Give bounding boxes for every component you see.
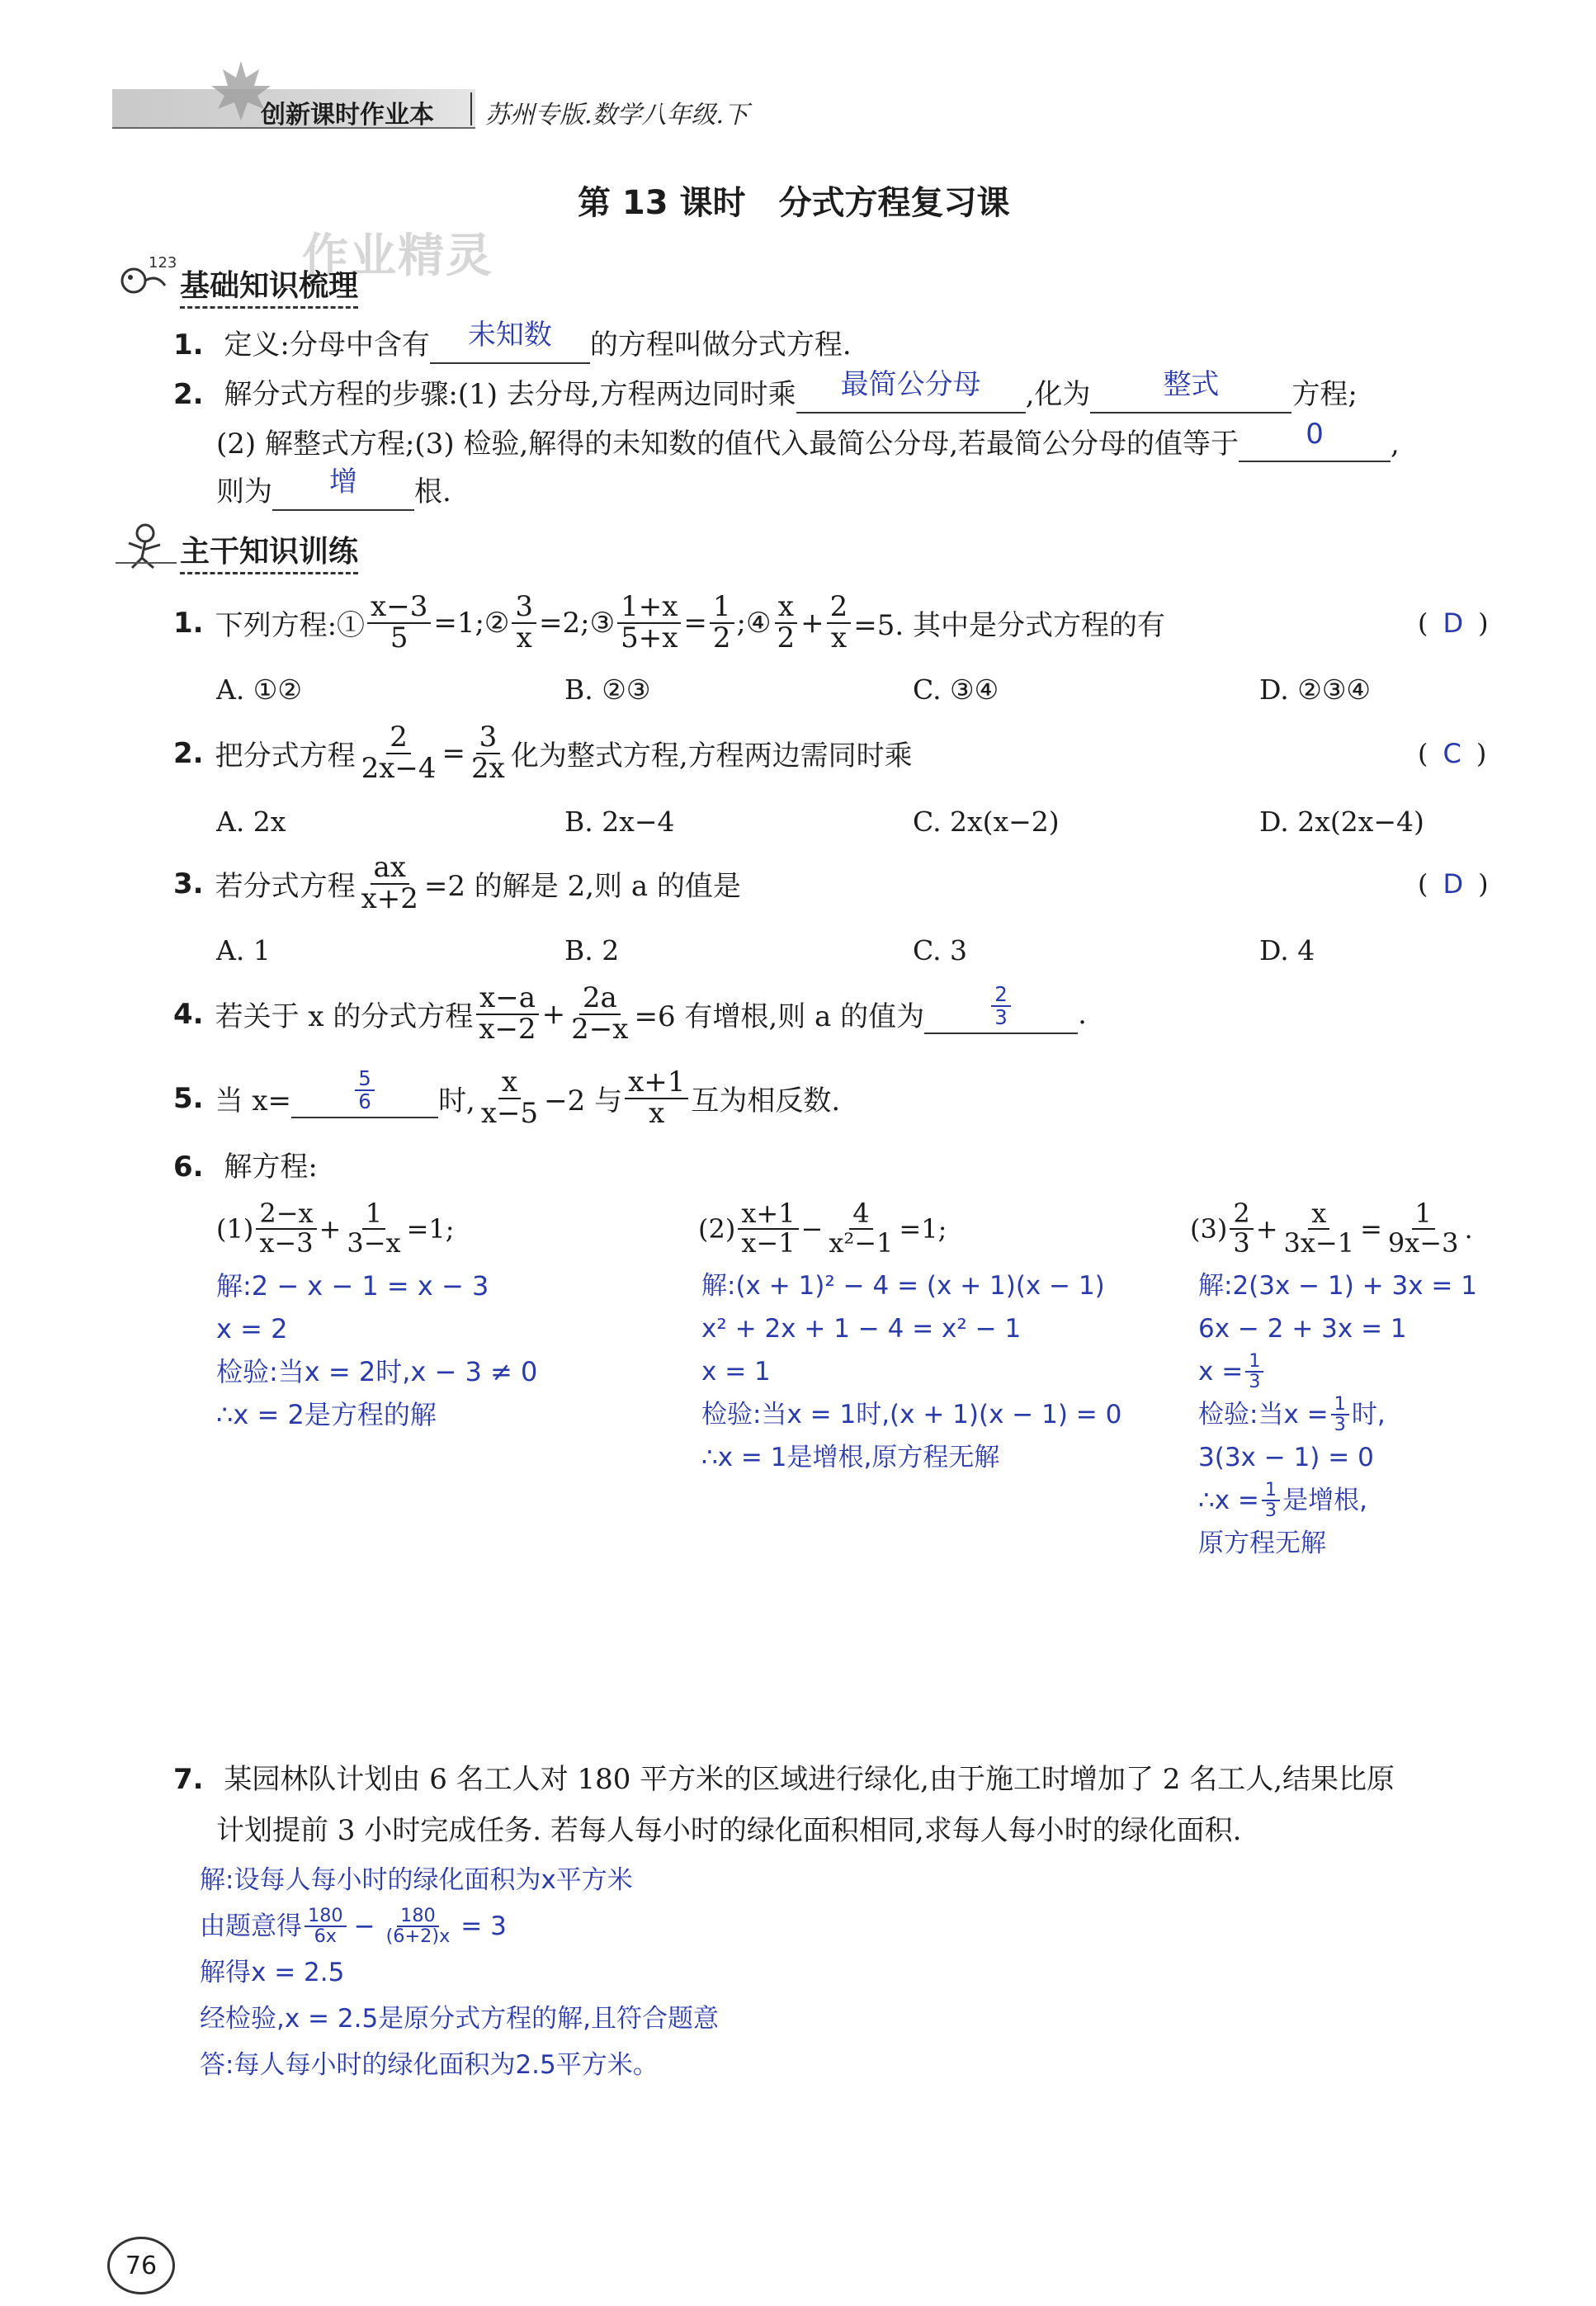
option-a: A. ①② [216, 673, 302, 706]
option-c: C. 2x(x−2) [913, 806, 1060, 838]
fraction [827, 590, 852, 654]
fraction [343, 1200, 404, 1257]
solution-text: 检验:当x = [1198, 1400, 1329, 1429]
denominator: x−1 [741, 1226, 796, 1259]
fraction [738, 1200, 798, 1257]
watermark: 作业精灵 [302, 229, 493, 283]
q-text: 定义:分母中含有 [224, 328, 430, 361]
option-b: B. ②③ [564, 673, 651, 706]
s2-q5-stem [173, 1068, 840, 1128]
section-icon [112, 518, 182, 571]
numerator: 4 [849, 1200, 872, 1230]
numerator: ax [371, 853, 409, 885]
solution-line: x² + 2x + 1 − 4 = x² − 1 [701, 1314, 1022, 1344]
answer-blank [272, 465, 414, 511]
option-c: C. ③④ [913, 673, 999, 706]
fraction [568, 981, 631, 1046]
page-number: 76 [125, 2251, 158, 2280]
s2-q7-line1 [173, 1756, 1395, 1797]
denominator: x [649, 1096, 665, 1130]
numerator: 2a [579, 984, 621, 1015]
q-text: 某园林队计划由 6 名工人对 180 平方米的区域进行绿化,由于施工时增加了 2 名工人,结果比原 [224, 1763, 1395, 1796]
q-text: − [800, 1212, 824, 1245]
q-text: = [441, 736, 466, 770]
denominator: 5 [390, 621, 408, 654]
lesson-title: 第 13 课时 分式方程复习课 [578, 184, 1010, 222]
question-number: 6. [173, 1151, 204, 1184]
fraction [512, 590, 536, 654]
solution-line: 检验:当x = 2时,x − 3 ≠ 0 [216, 1356, 538, 1387]
s2-q1-stem [173, 590, 1166, 654]
solution-line: ∴x = 1是增根,原方程无解 [701, 1443, 1000, 1472]
solution-text: 是增根, [1282, 1486, 1367, 1515]
fraction [710, 590, 734, 654]
q-text: =1; [899, 1212, 947, 1245]
numerator: 3 [476, 723, 501, 754]
fraction [625, 1068, 688, 1128]
solution-line: 3(3x − 1) = 0 [1198, 1443, 1374, 1472]
q-text: ;④ [736, 606, 772, 640]
denominator: 3 [1233, 1226, 1250, 1259]
denominator: 3−x [347, 1226, 401, 1259]
section-basics-title: 基础知识梳理 [180, 262, 358, 309]
fraction [256, 1200, 316, 1257]
solution-line [200, 1903, 719, 1949]
fraction [1385, 1200, 1462, 1257]
s2-q6-stem [173, 1144, 318, 1184]
q-text: 下列方程:① [215, 609, 366, 643]
answer-paren: ( D ) [1418, 607, 1489, 639]
answer-text: 未知数 [467, 319, 552, 352]
section-icon [116, 249, 182, 302]
numerator: 2 [827, 593, 852, 624]
numerator: 2 [991, 984, 1011, 1007]
solution-line [1198, 1350, 1477, 1393]
question-number: 7. [173, 1763, 204, 1796]
solution-text: 时, [1351, 1400, 1386, 1429]
q6-part1-equation [216, 1200, 455, 1257]
q-text: = [683, 606, 707, 640]
fraction [617, 590, 681, 654]
q-text: + [541, 997, 566, 1031]
fraction [383, 1904, 454, 1947]
q6-part3-solution [1198, 1264, 1477, 1565]
numerator: x [1308, 1200, 1329, 1230]
q-text: (2) 解整式方程;(3) 检验,解得的未知数的值代入最简公分母,若最简公分母的值等于 [216, 428, 1239, 461]
denominator: x²−1 [829, 1226, 894, 1259]
fraction [358, 723, 440, 783]
option-a: A. 2x [216, 806, 286, 838]
q-text: =2;③ [539, 606, 616, 640]
q-text: 当 x= [215, 1084, 292, 1118]
numerator: x [498, 1068, 521, 1099]
answer-paren: ( C ) [1418, 738, 1487, 769]
q-text: 根. [414, 475, 451, 508]
denominator: 6x [314, 1926, 337, 1947]
solution-line: 解:设每人每小时的绿化面积为x平方米 [200, 1865, 633, 1895]
answer-paren: ( D ) [1418, 868, 1489, 900]
answer-blank [430, 319, 590, 364]
answer-blank [924, 981, 1078, 1034]
denominator: 2x−4 [361, 751, 437, 785]
solution-text: ∴x = [1198, 1486, 1259, 1515]
page-number-circle [107, 2237, 175, 2294]
numerator: 180 [305, 1907, 347, 1927]
denominator: 2−x [571, 1012, 629, 1046]
solution-line: x = 1 [701, 1357, 771, 1387]
question-number: 3. [173, 867, 204, 900]
solution-line: 解得x = 2.5 [200, 1958, 345, 1987]
q-text: =6 有增根,则 a 的值为 [634, 1000, 925, 1034]
fraction [773, 590, 798, 654]
q-text: 把分式方程 [215, 740, 356, 773]
answer-text: 整式 [1163, 368, 1220, 401]
answer-text: 最简公分母 [840, 368, 981, 401]
q-text: . [1464, 1212, 1473, 1245]
solution-text: = 3 [460, 1911, 507, 1941]
q-text: 计划提前 3 小时完成任务. 若每人每小时的绿化面积相同,求每人每小时的绿化面积. [216, 1814, 1242, 1847]
denominator: (6+2)x [385, 1926, 451, 1947]
numerator: 1 [1245, 1352, 1263, 1373]
denominator: x−3 [259, 1226, 314, 1259]
denominator: x [830, 621, 848, 654]
q-text: 时, [438, 1084, 475, 1118]
option-b: B. 2x−4 [564, 806, 675, 838]
s2-q2-stem [173, 723, 913, 783]
numerator: x+1 [625, 1068, 688, 1099]
option-d: D. 2x(2x−4) [1259, 806, 1424, 838]
numerator: 2−x [256, 1200, 316, 1230]
fraction [1230, 1200, 1253, 1257]
fraction [1262, 1478, 1280, 1521]
denominator: 9x−3 [1387, 1226, 1459, 1259]
denominator: 3 [1334, 1414, 1346, 1435]
q-text: + [319, 1212, 342, 1245]
s1-q2-line3 [216, 465, 451, 511]
q-text: + [1255, 1212, 1278, 1245]
numerator: x+1 [738, 1200, 798, 1230]
numerator: x−3 [367, 593, 431, 624]
q6-part2-solution [701, 1264, 1121, 1479]
fraction [1281, 1200, 1358, 1257]
numerator: 180 [397, 1907, 439, 1927]
q-text: =2 的解是 2,则 a 的值是 [423, 870, 741, 904]
question-number: 4. [173, 997, 204, 1031]
q-text: =5. 其中是分式方程的有 [853, 609, 1166, 643]
denominator: 3 [1264, 1500, 1277, 1521]
q-text: 解方程: [224, 1151, 318, 1184]
option-a: A. 1 [216, 934, 271, 966]
s1-q2-line2 [216, 418, 1400, 462]
q-text: 化为整式方程,方程两边需同时乘 [510, 740, 913, 773]
q-text: ,化为 [1025, 378, 1091, 411]
denominator: 2 [712, 621, 731, 654]
denominator: 2x [471, 751, 505, 785]
q-text: −2 与 [544, 1084, 623, 1118]
numerator: 1 [362, 1200, 385, 1230]
solution-line: 答:每人每小时的绿化面积为2.5平方米。 [200, 2050, 659, 2080]
numerator: 5 [355, 1068, 375, 1091]
solution-line [1198, 1393, 1477, 1436]
series-title: 创新课时作业本 [261, 101, 434, 130]
q-text: 方程; [1291, 378, 1358, 411]
numerator: 1+x [617, 593, 681, 624]
answer-blank [796, 368, 1026, 413]
header-divider [470, 92, 472, 125]
solution-line [1198, 1479, 1477, 1522]
solution-text: − [353, 1911, 375, 1941]
fraction [1331, 1392, 1349, 1435]
part-label: (2) [698, 1212, 736, 1245]
denominator: 3 [1249, 1371, 1261, 1392]
q-text: 互为相反数. [691, 1084, 841, 1118]
q-text: = [1360, 1212, 1382, 1245]
option-b: B. 2 [564, 934, 620, 966]
q-text: 的方程叫做分式方程. [589, 328, 852, 361]
answer-text: 增 [329, 465, 357, 499]
q7-solution [200, 1857, 719, 2088]
denominator: 3x−1 [1283, 1226, 1355, 1259]
denominator: 5+x [621, 621, 678, 654]
numerator: 1 [710, 593, 734, 624]
edition-label: 苏州专版.数学八年级.下 [485, 101, 749, 130]
q-text: =1; [406, 1212, 455, 1245]
numerator: 3 [512, 593, 536, 624]
answer-choice: D [1443, 607, 1464, 639]
solution-line: 解:2(3x − 1) + 3x = 1 [1198, 1271, 1477, 1301]
solution-line: 经检验,x = 2.5是原分式方程的解,且符合题意 [200, 2004, 720, 2034]
fraction [305, 1904, 347, 1947]
part-label: (3) [1190, 1212, 1228, 1245]
solution-line: x = 2 [216, 1313, 288, 1344]
q6-part1-solution [216, 1264, 537, 1436]
question-number: 1. [173, 328, 204, 361]
answer-choice: D [1443, 868, 1464, 900]
denominator: 6 [358, 1089, 371, 1113]
question-number: 2. [173, 378, 204, 411]
option-c: C. 3 [913, 934, 968, 966]
q-text: =1;② [433, 606, 510, 640]
fraction [475, 981, 539, 1046]
s2-q3-stem [173, 853, 741, 914]
numerator: 1 [1262, 1481, 1280, 1501]
numerator: 2 [386, 723, 411, 754]
fraction [1245, 1349, 1263, 1392]
q-text: 解分式方程的步骤:(1) 去分母,方程两边同时乘 [224, 378, 796, 411]
solution-text: 由题意得 [200, 1911, 302, 1941]
s1-q2-line1 [173, 368, 1358, 413]
q6-part2-equation [698, 1200, 947, 1257]
q-text: 若关于 x 的分式方程 [215, 1000, 474, 1034]
q-text: , [1391, 428, 1400, 461]
numerator: 1 [1331, 1395, 1349, 1415]
q-text: . [1078, 997, 1087, 1031]
s2-q7-line2 [216, 1807, 1241, 1848]
solution-line: 原方程无解 [1198, 1529, 1326, 1558]
q6-part3-equation [1190, 1200, 1473, 1257]
question-number: 1. [173, 606, 204, 640]
answer-text: 0 [1306, 418, 1324, 451]
answer-blank [1239, 418, 1391, 462]
denominator: x−5 [480, 1096, 539, 1130]
solution-line: 检验:当x = 1时,(x + 1)(x − 1) = 0 [701, 1400, 1122, 1429]
denominator: 3 [994, 1004, 1008, 1029]
denominator: 2 [777, 621, 796, 654]
answer-fraction [355, 1068, 375, 1112]
denominator: x [516, 621, 532, 654]
fraction [367, 590, 431, 654]
part-label: (1) [216, 1212, 254, 1245]
fraction [468, 723, 508, 783]
numerator: 1 [1412, 1200, 1435, 1230]
numerator: x−a [476, 984, 539, 1015]
solution-text: x = [1198, 1357, 1244, 1387]
solution-line: 6x − 2 + 3x = 1 [1198, 1314, 1407, 1344]
option-d: D. 4 [1259, 934, 1315, 966]
q-text: 若分式方程 [215, 870, 356, 904]
numerator: x [775, 593, 797, 624]
solution-line: 解:(x + 1)² − 4 = (x + 1)(x − 1) [701, 1271, 1105, 1301]
section-training-title: 主干知识训练 [180, 528, 358, 574]
fraction [478, 1068, 541, 1128]
answer-blank [291, 1066, 438, 1118]
question-number: 5. [173, 1081, 204, 1115]
solution-line: 解:2 − x − 1 = x − 3 [216, 1270, 489, 1302]
solution-line: ∴x = 2是方程的解 [216, 1399, 437, 1430]
option-d: D. ②③④ [1259, 673, 1372, 706]
answer-choice: C [1443, 738, 1461, 769]
fraction [358, 853, 422, 914]
denominator: x−2 [479, 1012, 536, 1046]
numerator: 2 [1230, 1200, 1253, 1230]
answer-fraction [991, 981, 1011, 1029]
question-number: 2. [173, 736, 204, 770]
fraction [825, 1200, 896, 1257]
svg-text:123: 123 [149, 254, 177, 272]
q-text: 则为 [216, 475, 272, 508]
s2-q4-stem [173, 981, 1087, 1046]
answer-blank [1090, 368, 1291, 413]
denominator: x+2 [361, 881, 418, 915]
q-text: + [800, 606, 824, 640]
s1-q1 [173, 319, 852, 364]
